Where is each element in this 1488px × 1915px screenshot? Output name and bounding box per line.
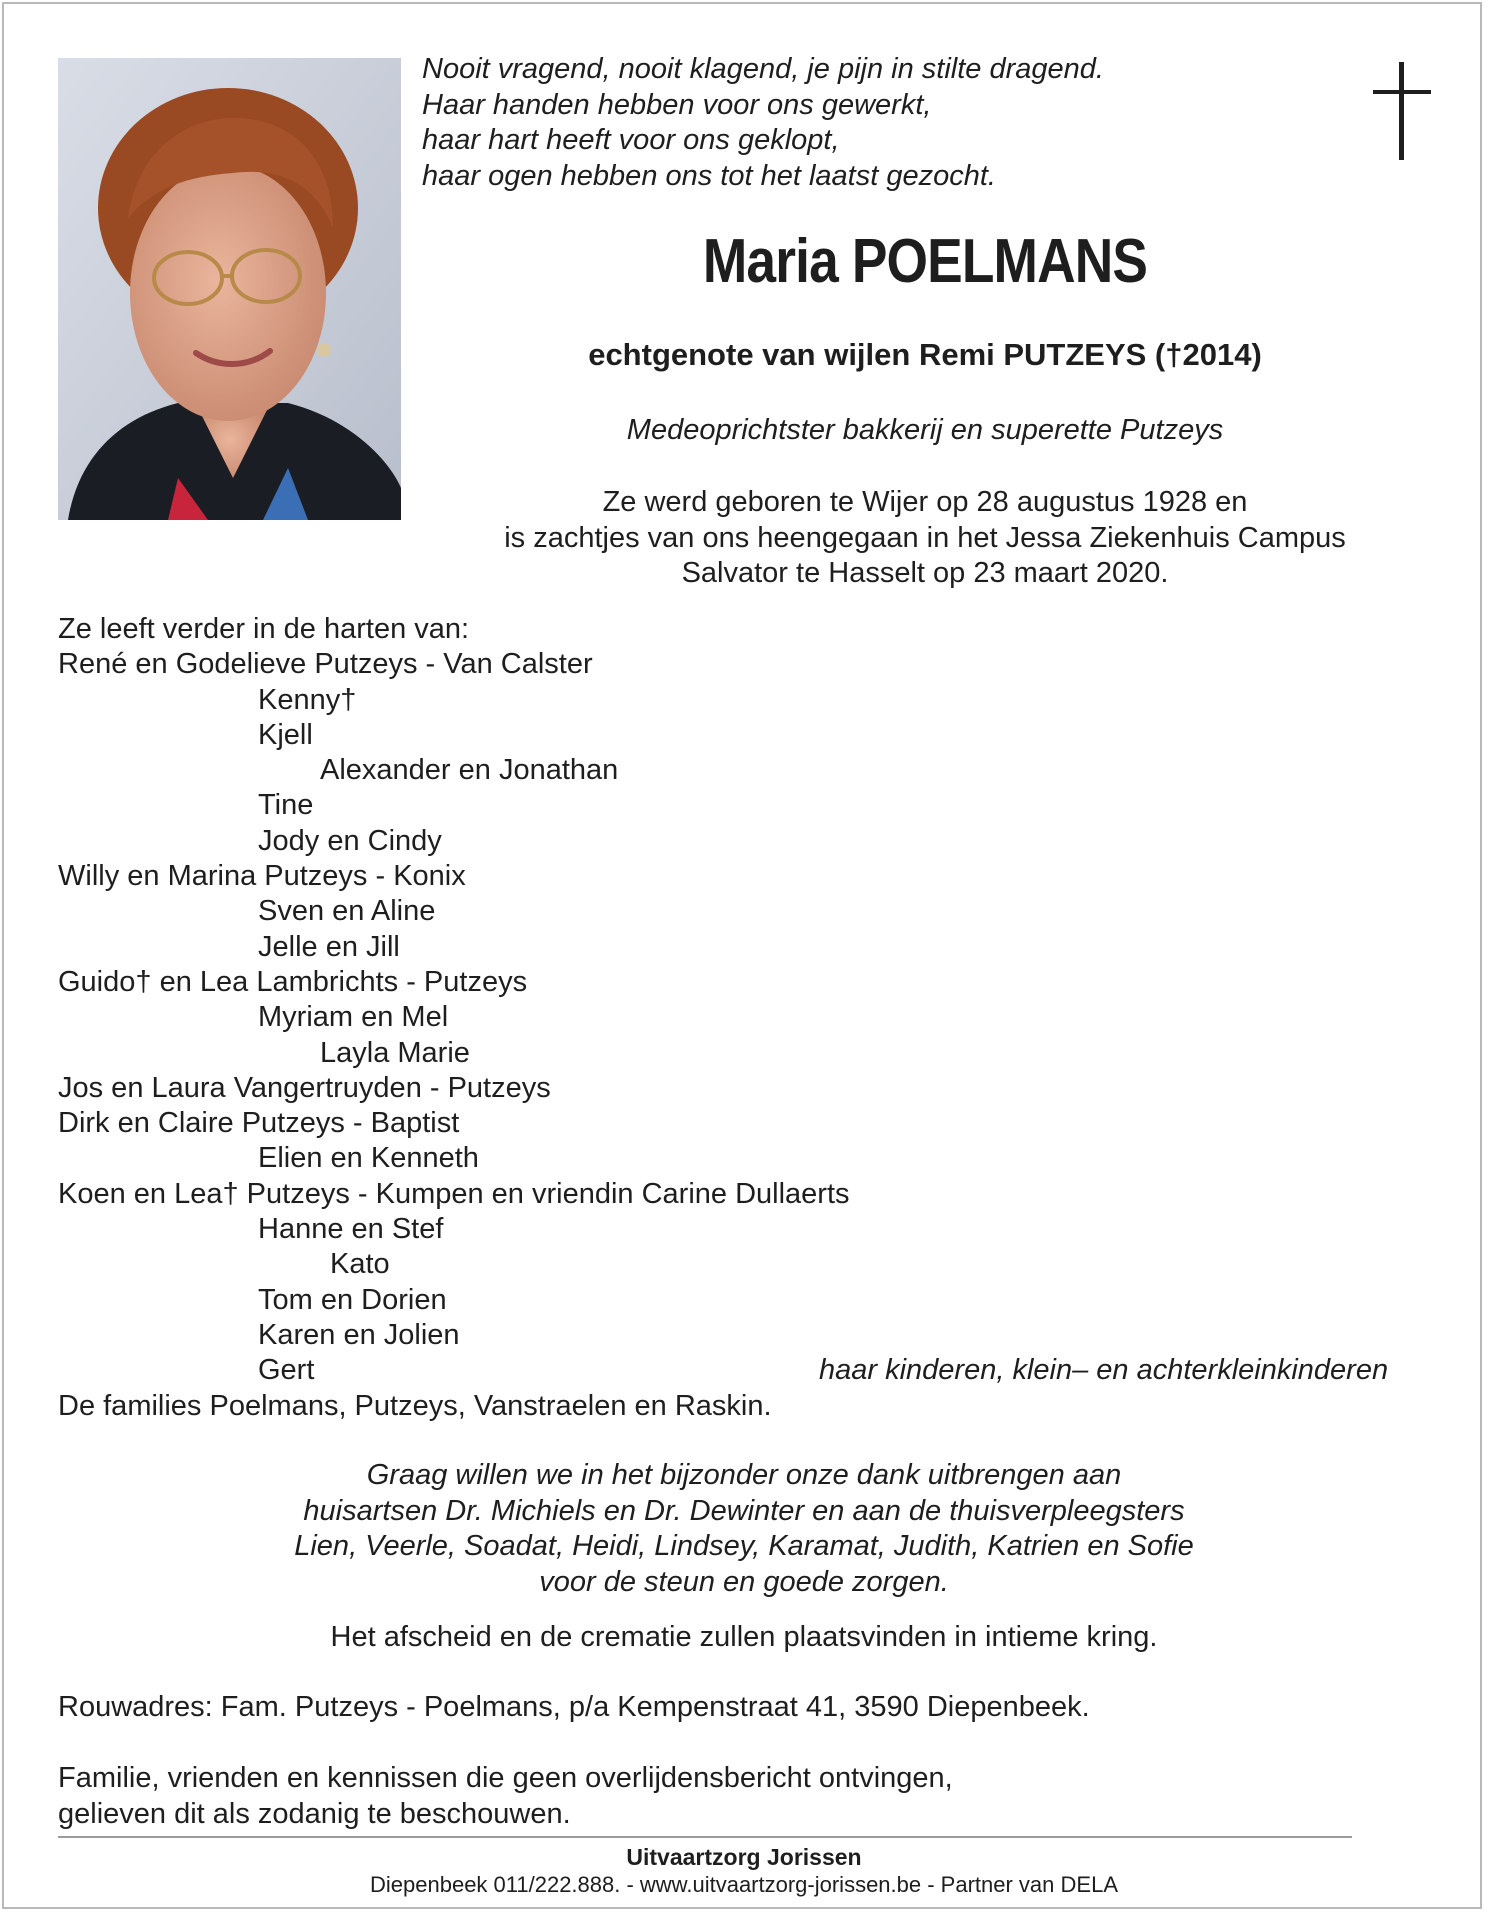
family-line: Alexander en Jonathan <box>320 754 619 787</box>
family-line: Sven en Aline <box>258 895 436 928</box>
memorial-poem <box>422 52 1104 194</box>
poem-line: Nooit vragend, nooit klagend, je pijn in stilte dragend. <box>422 53 1104 85</box>
family-line: Guido† en Lea Lambrichts - Putzeys <box>58 965 528 998</box>
family-line: Myriam en Mel <box>258 1001 449 1034</box>
mourning-address: Rouwadres: Fam. Putzeys - Poelmans, p/a Kempenstraat 41, 3590 Diepenbeek. <box>58 1691 1090 1723</box>
families-line: De families Poelmans, Putzeys, Vanstraelen en Raskin. <box>58 1389 772 1422</box>
family-line: Hanne en Stef <box>258 1213 444 1246</box>
birth-death-line: is zachtjes van ons heengegaan in het Jessa Ziekenhuis Campus <box>504 521 1346 554</box>
family-last-row <box>58 1353 1389 1388</box>
family-role: haar kinderen, klein– en achterkleinkinderen <box>819 1354 1389 1387</box>
notice-text <box>58 1761 953 1832</box>
notice-line: gelieven dit als zodanig te beschouwen. <box>58 1797 571 1830</box>
occupation-line: Medeoprichtster bakkerij en superette Putzeys <box>626 414 1224 446</box>
birth-death-text <box>400 485 1450 592</box>
poem-line: haar ogen hebben ons tot het laatst gezocht. <box>422 159 996 192</box>
birth-death-line: Ze werd geboren te Wijer op 28 augustus 1928 en <box>602 486 1248 518</box>
family-line: Jos en Laura Vangertruyden - Putzeys <box>58 1071 551 1104</box>
thanks-line: voor de steun en goede zorgen. <box>539 1565 949 1598</box>
family-line: René en Godelieve Putzeys - Van Calster <box>58 648 593 681</box>
family-line: Kato <box>330 1248 390 1281</box>
thanks-line: Graag willen we in het bijzonder onze dank uitbrengen aan <box>366 1459 1122 1491</box>
family-list <box>58 612 1389 1424</box>
thanks-line: huisartsen Dr. Michiels en Dr. Dewinter en aan de thuisverpleegsters <box>303 1494 1185 1527</box>
family-line: Koen en Lea† Putzeys - Kumpen en vriendin Carine Dullaerts <box>58 1177 850 1210</box>
notice-line: Familie, vrienden en kennissen die geen overlijdensbericht ontvingen, <box>58 1762 953 1794</box>
thanks-text <box>0 1458 1488 1600</box>
undertaker-name: Uitvaartzorg Jorissen <box>626 1844 862 1870</box>
family-line: Kenny† <box>258 683 357 716</box>
poem-line: Haar handen hebben voor ons gewerkt, <box>422 88 932 121</box>
ceremony-text: Het afscheid en de crematie zullen plaatsvinden in intieme kring. <box>330 1621 1158 1653</box>
birth-death-line: Salvator te Hasselt op 23 maart 2020. <box>681 557 1169 589</box>
footer-divider <box>58 1836 1352 1838</box>
family-line: Jelle en Jill <box>258 930 400 963</box>
family-line: Dirk en Claire Putzeys - Baptist <box>58 1107 460 1140</box>
spouse-line: echtgenote van wijlen Remi PUTZEYS (†2014) <box>588 337 1262 372</box>
family-line: Tom en Dorien <box>258 1283 447 1316</box>
poem-line: haar hart heeft voor ons geklopt, <box>422 124 840 156</box>
family-line: Layla Marie <box>320 1036 470 1069</box>
undertaker-contact: Diepenbeek 011/222.888. - www.uitvaartzorg-jorissen.be - Partner van DELA <box>370 1872 1118 1897</box>
deceased-name: Maria POELMANS <box>702 227 1148 296</box>
family-line: Jody en Cindy <box>258 824 442 857</box>
thanks-line: Lien, Veerle, Soadat, Heidi, Lindsey, Karamat, Judith, Katrien en Sofie <box>294 1530 1194 1562</box>
family-line: Tine <box>258 789 314 822</box>
portrait-photo <box>58 58 401 520</box>
latin-cross-icon <box>1373 62 1431 160</box>
family-line: Willy en Marina Putzeys - Konix <box>58 860 466 893</box>
family-line: Elien en Kenneth <box>258 1142 479 1175</box>
family-line: Kjell <box>258 718 313 751</box>
family-line: Karen en Jolien <box>258 1318 460 1351</box>
family-line: Gert <box>258 1354 315 1387</box>
family-intro: Ze leeft verder in de harten van: <box>58 613 470 645</box>
